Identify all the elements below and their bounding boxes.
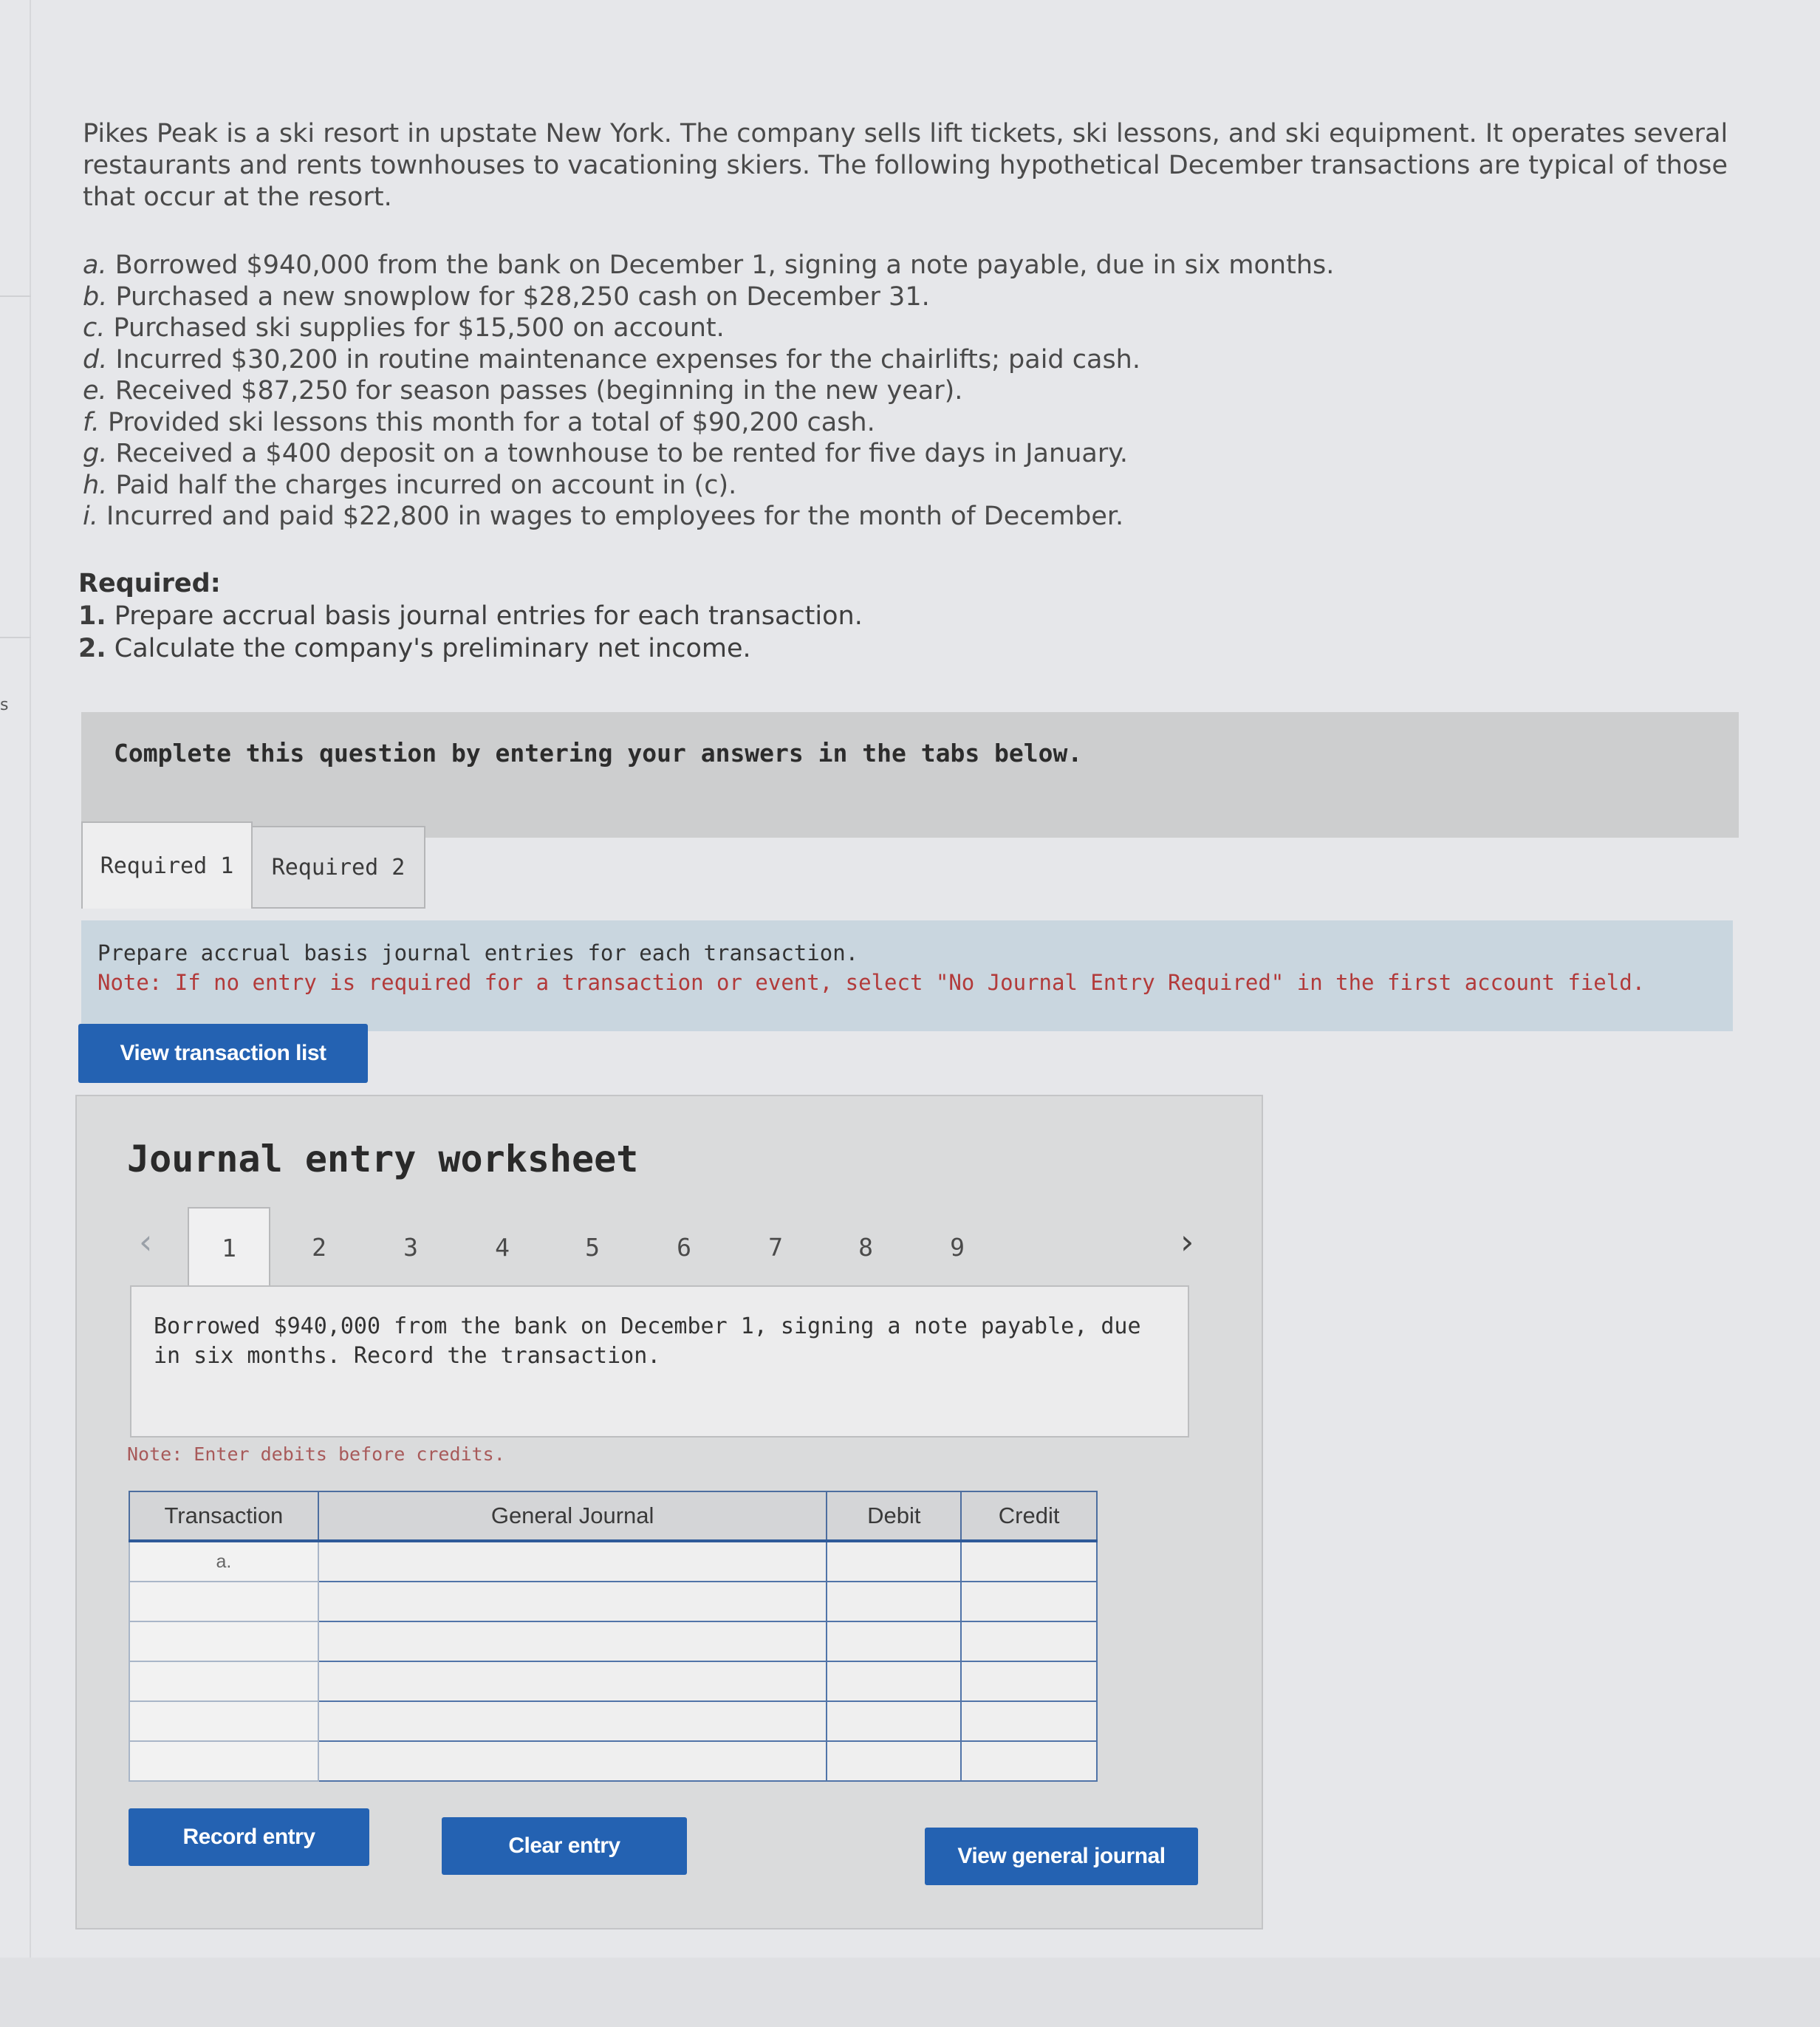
debit-input[interactable] (828, 1583, 959, 1620)
transaction-cell (129, 1582, 318, 1621)
credit-cell[interactable] (961, 1661, 1097, 1701)
journal-row (129, 1701, 1097, 1741)
required-section (78, 567, 863, 665)
record-entry-button[interactable]: Record entry (129, 1808, 369, 1866)
debit-cell[interactable] (827, 1621, 961, 1661)
account-input[interactable] (320, 1543, 826, 1580)
transaction-cell (129, 1661, 318, 1701)
clear-entry-button[interactable]: Clear entry (442, 1817, 687, 1875)
worksheet-step-nav (129, 1207, 1229, 1287)
journal-row (129, 1741, 1097, 1781)
journal-table (129, 1491, 1098, 1782)
credit-cell[interactable] (961, 1541, 1097, 1582)
column-header-transaction: Transaction (129, 1491, 318, 1541)
credit-input[interactable] (962, 1663, 1095, 1700)
transaction-list (83, 250, 1338, 533)
column-header-debit: Debit (827, 1491, 961, 1541)
account-cell[interactable] (318, 1701, 827, 1741)
transaction-item: h. Paid half the charges incurred on account in (c). (83, 470, 737, 500)
debit-cell[interactable] (827, 1661, 961, 1701)
transaction-cell (129, 1701, 318, 1741)
instruction-note: Note: If no entry is required for a transaction or event, select "No Journal Entry Required" in the first account field. (98, 970, 1646, 995)
worksheet-title: Journal entry worksheet (127, 1138, 639, 1180)
step-7[interactable]: 7 (768, 1232, 783, 1262)
banner-text: Complete this question by entering your answers in the tabs below. (114, 739, 1083, 768)
step-2[interactable]: 2 (312, 1232, 326, 1262)
tab-instruction-box (81, 920, 1733, 1031)
tab-required-2[interactable]: Required 2 (251, 826, 425, 909)
transaction-item: d. Incurred $30,200 in routine maintenance expenses for the chairlifts; paid cash. (83, 344, 1140, 375)
credit-input[interactable] (962, 1543, 1095, 1580)
account-cell[interactable] (318, 1741, 827, 1781)
transaction-item: i. Incurred and paid $22,800 in wages to employees for the month of December. (83, 502, 1124, 531)
transaction-description: Borrowed $940,000 from the bank on December 1, signing a note payable, due in six months. Record the transaction. (130, 1285, 1189, 1438)
debits-before-credits-note: Note: Enter debits before credits. (127, 1443, 505, 1465)
left-panel-divider (0, 295, 31, 638)
transaction-cell (129, 1621, 318, 1661)
debit-input[interactable] (828, 1743, 959, 1780)
transaction-item: b. Purchased a new snowplow for $28,250 cash on December 31. (83, 281, 930, 312)
journal-row (129, 1661, 1097, 1701)
transaction-item: g. Received a $400 deposit on a townhouse to be rented for five days in January. (83, 439, 1129, 468)
account-cell[interactable] (318, 1621, 827, 1661)
debit-cell[interactable] (827, 1541, 961, 1582)
instructions-banner (81, 712, 1739, 838)
credit-input[interactable] (962, 1743, 1095, 1780)
credit-cell[interactable] (961, 1701, 1097, 1741)
credit-cell[interactable] (961, 1582, 1097, 1621)
transaction-item: c. Purchased ski supplies for $15,500 on account. (83, 313, 725, 343)
debit-cell[interactable] (827, 1582, 961, 1621)
transaction-item: a. Borrowed $940,000 from the bank on December 1, signing a note payable, due in six months. (83, 250, 1335, 280)
journal-row (129, 1621, 1097, 1661)
step-8[interactable]: 8 (858, 1232, 873, 1262)
required-item: 2. Calculate the company's preliminary net income. (78, 634, 751, 663)
step-6[interactable]: 6 (677, 1232, 691, 1262)
problem-intro: Pikes Peak is a ski resort in upstate New York. The company sells lift tickets, ski lessons, and ski equipment. It operates several restaurants and rents townhouses to vacationing skiers. The following hypothetical December transactions are typical of those that occur at the resort. (83, 119, 1728, 212)
transaction-cell: a. (129, 1541, 318, 1582)
transaction-item: e. Received $87,250 for season passes (beginning in the new year). (83, 376, 963, 406)
left-panel-fragment: s (0, 696, 9, 714)
required-title: Required: (78, 569, 221, 598)
credit-input[interactable] (962, 1703, 1095, 1740)
account-cell[interactable] (318, 1661, 827, 1701)
transaction-item: f. Provided ski lessons this month for a total of $90,200 cash. (83, 407, 875, 437)
account-cell[interactable] (318, 1541, 827, 1582)
account-input[interactable] (320, 1663, 826, 1700)
journal-row (129, 1582, 1097, 1621)
debit-input[interactable] (828, 1543, 959, 1580)
step-9[interactable]: 9 (950, 1232, 965, 1262)
column-header-credit: Credit (961, 1491, 1097, 1541)
account-input[interactable] (320, 1743, 826, 1780)
view-transaction-list-button[interactable]: View transaction list (78, 1024, 368, 1083)
account-input[interactable] (320, 1583, 826, 1620)
required-item: 1. Prepare accrual basis journal entries for each transaction. (78, 601, 863, 631)
credit-cell[interactable] (961, 1621, 1097, 1661)
column-header-general-journal: General Journal (318, 1491, 827, 1541)
page-bottom-strip (0, 1958, 1820, 2027)
credit-input[interactable] (962, 1583, 1095, 1620)
step-5[interactable]: 5 (585, 1232, 600, 1262)
transaction-cell (129, 1741, 318, 1781)
debit-cell[interactable] (827, 1701, 961, 1741)
credit-input[interactable] (962, 1623, 1095, 1660)
tab-required-1[interactable]: Required 1 (81, 821, 253, 909)
credit-cell[interactable] (961, 1741, 1097, 1781)
step-1[interactable]: 1 (188, 1207, 270, 1287)
debit-input[interactable] (828, 1623, 959, 1660)
account-cell[interactable] (318, 1582, 827, 1621)
debit-input[interactable] (828, 1663, 959, 1700)
chevron-left-icon[interactable]: ‹ (139, 1222, 153, 1262)
step-3[interactable]: 3 (403, 1232, 418, 1262)
account-input[interactable] (320, 1623, 826, 1660)
instruction-text: Prepare accrual basis journal entries for each transaction. (98, 940, 859, 965)
account-input[interactable] (320, 1703, 826, 1740)
journal-row (129, 1541, 1097, 1582)
debit-cell[interactable] (827, 1741, 961, 1781)
chevron-right-icon[interactable]: › (1180, 1222, 1194, 1262)
view-general-journal-button[interactable]: View general journal (925, 1828, 1198, 1885)
journal-header-row (129, 1491, 1097, 1541)
debit-input[interactable] (828, 1703, 959, 1740)
journal-entry-worksheet (75, 1095, 1263, 1929)
step-4[interactable]: 4 (495, 1232, 510, 1262)
